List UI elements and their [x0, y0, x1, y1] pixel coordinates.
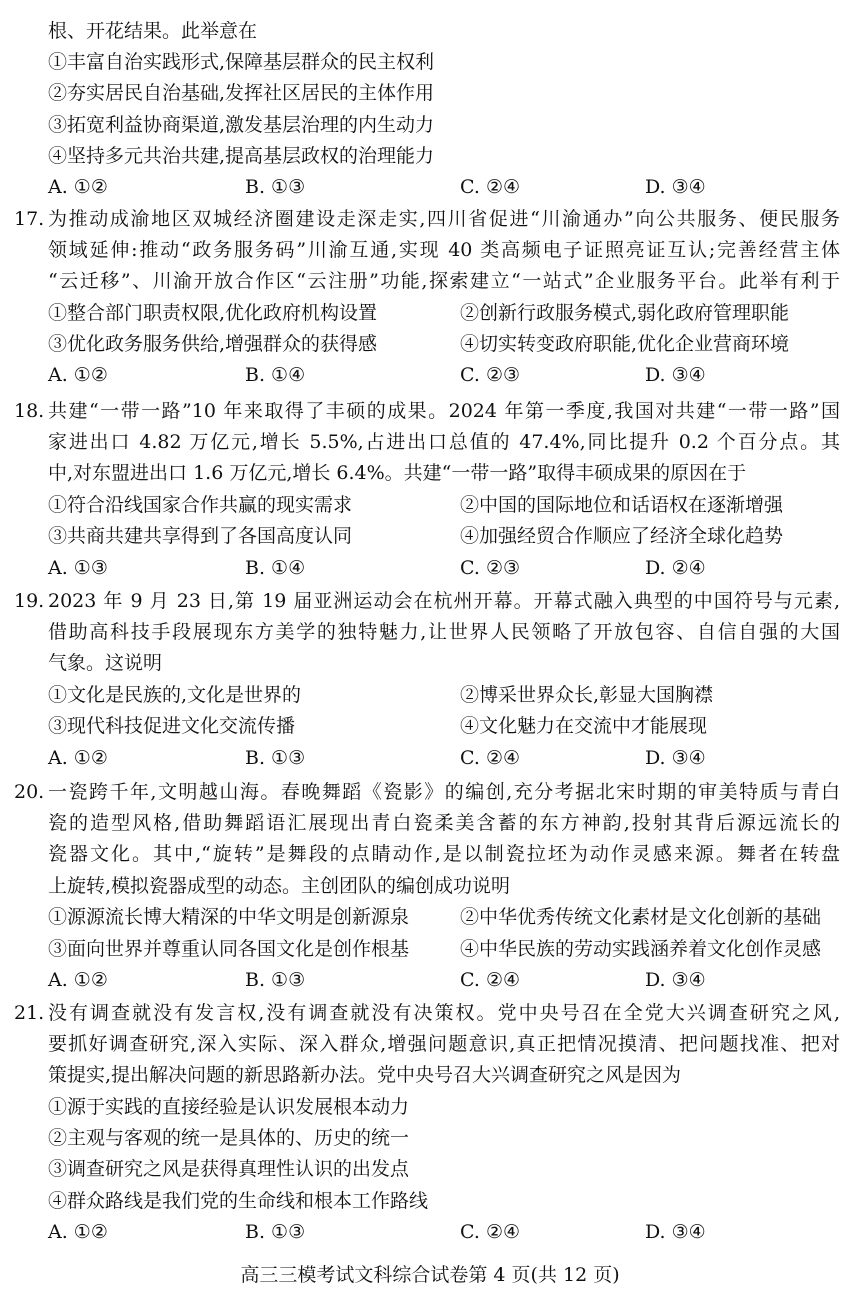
answer-choice-d: D. ③④ — [645, 969, 706, 991]
option-3: ③共商共建共享得到了各国高度认同 — [48, 525, 353, 547]
option-1: ①符合沿线国家合作共赢的现实需求 — [48, 494, 353, 516]
answer-choice-d: D. ③④ — [645, 176, 706, 198]
question-stem-line: 家进出口 4.82 万亿元,增长 5.5%,占进出口总值的 47.4%,同比提升 0.2 个百分点。其 — [48, 431, 840, 453]
option-1: ①文化是民族的,文化是世界的 — [48, 684, 302, 706]
answer-choice-c: C. ②③ — [460, 364, 521, 386]
answer-choice-d: D. ③④ — [645, 1221, 706, 1243]
option-4: ④加强经贸合作顺应了经济全球化趋势 — [460, 525, 784, 547]
question-stem-line: 领域延伸:推动“政务服务码”川渝互通,实现 40 类高频电子证照亮证互认;完善经营主体 — [48, 239, 840, 261]
answer-choice-c: C. ②④ — [460, 176, 521, 198]
question-stem-line: 中,对东盟进出口 1.6 万亿元,增长 6.4%。共建“一带一路”取得丰硕成果的原因在于 — [48, 462, 747, 484]
question-number: 19. — [14, 590, 45, 612]
answer-choice-a: A. ①② — [48, 747, 108, 769]
question-stem-line: 根、开花结果。此举意在 — [48, 20, 258, 42]
question-stem-line: 瓷的造型风格,借助舞蹈语汇展现出青白瓷柔美含蓄的东方神韵,投射其背后源远流长的 — [48, 812, 840, 834]
option-1: ①整合部门职责权限,优化政府机构设置 — [48, 302, 378, 324]
option-4: ④坚持多元共治共建,提高基层政权的治理能力 — [48, 145, 435, 167]
answer-choice-d: D. ②④ — [645, 557, 706, 579]
option-4: ④群众路线是我们党的生命线和根本工作路线 — [48, 1190, 429, 1212]
option-4: ④切实转变政府职能,优化企业营商环境 — [460, 333, 790, 355]
answer-choice-c: C. ②④ — [460, 1221, 521, 1243]
question-stem-line: 瓷器文化。其中,“旋转”是舞段的点睛动作,是以制瓷拉坯为动作灵感来源。舞者在转盘 — [48, 843, 840, 865]
option-1: ①源于实践的直接经验是认识发展根本动力 — [48, 1096, 410, 1118]
answer-choice-c: C. ②③ — [460, 557, 521, 579]
option-3: ③优化政务服务供给,增强群众的获得感 — [48, 333, 378, 355]
question-stem-line: “云迁移”、川渝开放合作区“云注册”功能,探索建立“一站式”企业服务平台。此举有利于 — [48, 270, 840, 292]
answer-choice-a: A. ①② — [48, 1221, 108, 1243]
option-2: ②博采世界众长,彰显大国胸襟 — [460, 684, 714, 706]
option-2: ②夯实居民自治基础,发挥社区居民的主体作用 — [48, 82, 435, 104]
question-stem-line: 借助高科技手段展现东方美学的独特魅力,让世界人民领略了开放包容、自信自强的大国 — [48, 621, 840, 643]
option-3: ③现代科技促进文化交流传播 — [48, 715, 296, 737]
answer-choice-d: D. ③④ — [645, 364, 706, 386]
option-1: ①丰富自治实践形式,保障基层群众的民主权利 — [48, 51, 435, 73]
option-2: ②中国的国际地位和话语权在逐渐增强 — [460, 494, 784, 516]
question-stem-line: 一瓷跨千年,文明越山海。春晚舞蹈《瓷影》的编创,充分考据北宋时期的审美特质与青白 — [48, 781, 840, 803]
question-stem-line: 没有调查就没有发言权,没有调查就没有决策权。党中央号召在全党大兴调查研究之风, — [48, 1002, 840, 1024]
option-2: ②中华优秀传统文化素材是文化创新的基础 — [460, 906, 822, 928]
question-number: 20. — [14, 781, 45, 803]
answer-choice-c: C. ②④ — [460, 747, 521, 769]
answer-choice-c: C. ②④ — [460, 969, 521, 991]
answer-choice-b: B. ①③ — [245, 969, 306, 991]
answer-choice-a: A. ①③ — [48, 557, 108, 579]
question-stem-line: 共建“一带一路”10 年来取得了丰硕的成果。2024 年第一季度,我国对共建“一带一路”国 — [48, 400, 840, 422]
option-3: ③拓宽利益协商渠道,激发基层治理的内生动力 — [48, 114, 435, 136]
answer-choice-b: B. ①④ — [245, 364, 306, 386]
answer-choice-d: D. ③④ — [645, 747, 706, 769]
question-number: 18. — [14, 400, 45, 422]
option-4: ④文化魅力在交流中才能展现 — [460, 715, 708, 737]
answer-choice-b: B. ①③ — [245, 176, 306, 198]
question-stem-line: 上旋转,模拟瓷器成型的动态。主创团队的编创成功说明 — [48, 875, 511, 897]
answer-choice-a: A. ①② — [48, 969, 108, 991]
option-2: ②创新行政服务模式,弱化政府管理职能 — [460, 302, 790, 324]
answer-choice-b: B. ①③ — [245, 1221, 306, 1243]
option-3: ③调查研究之风是获得真理性认识的出发点 — [48, 1158, 410, 1180]
question-stem-line: 要抓好调查研究,深入实际、深入群众,增强问题意识,真正把情况摸清、把问题找准、把对 — [48, 1033, 840, 1055]
answer-choice-a: A. ①② — [48, 176, 108, 198]
question-stem-line: 为推动成渝地区双城经济圈建设走深走实,四川省促进“川渝通办”向公共服务、便民服务 — [48, 208, 840, 230]
option-4: ④中华民族的劳动实践涵养着文化创作灵感 — [460, 938, 822, 960]
question-stem-line: 气象。这说明 — [48, 652, 163, 674]
answer-choice-b: B. ①④ — [245, 557, 306, 579]
question-number: 17. — [14, 208, 45, 230]
answer-choice-a: A. ①② — [48, 364, 108, 386]
option-1: ①源源流长博大精深的中华文明是创新源泉 — [48, 906, 410, 928]
question-stem-line: 2023 年 9 月 23 日,第 19 届亚洲运动会在杭州开幕。开幕式融入典型的中国符号与元素, — [48, 590, 840, 612]
answer-choice-b: B. ①③ — [245, 747, 306, 769]
option-3: ③面向世界并尊重认同各国文化是创作根基 — [48, 938, 410, 960]
question-stem-line: 策提实,提出解决问题的新思路新办法。党中央号召大兴调查研究之风是因为 — [48, 1064, 682, 1086]
option-2: ②主观与客观的统一是具体的、历史的统一 — [48, 1127, 410, 1149]
question-number: 21. — [14, 1002, 45, 1024]
page-footer: 高三三模考试文科综合试卷第 4 页(共 12 页) — [240, 1264, 620, 1286]
